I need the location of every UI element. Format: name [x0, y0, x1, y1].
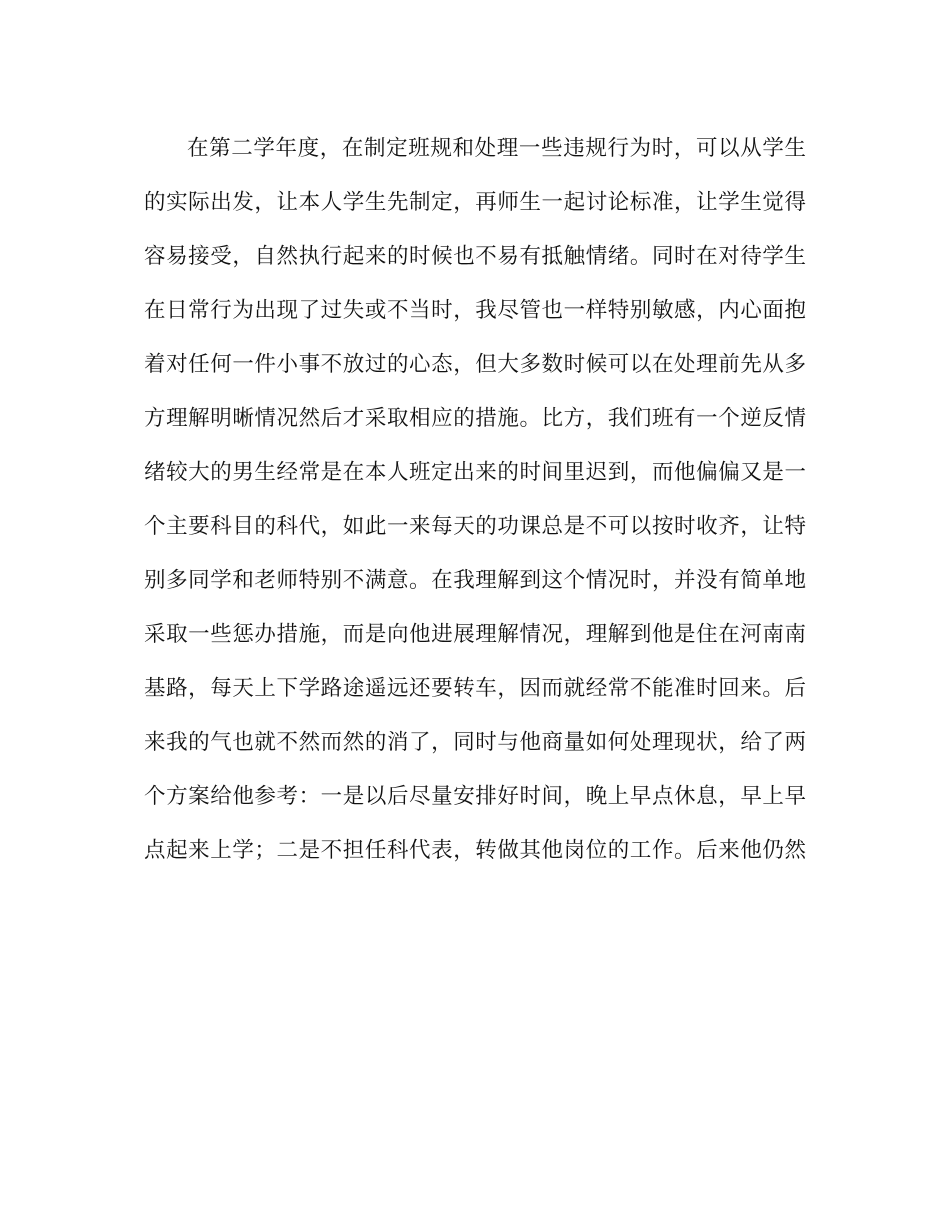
paragraph-line: 基路，每天上下学路途遥远还要转车，因而就经常不能准时回来。后 [144, 676, 806, 701]
paragraph-line: 的实际出发，让本人学生先制定，再师生一起讨论标准，让学生觉得 [144, 190, 806, 215]
paragraph-line: 方理解明晰情况然后才采取相应的措施。比方，我们班有一个逆反情 [144, 406, 806, 431]
paragraph-line: 绪较大的男生经常是在本人班定出来的时间里迟到，而他偏偏又是一 [144, 460, 806, 485]
paragraph-line: 容易接受，自然执行起来的时候也不易有抵触情绪。同时在对待学生 [144, 244, 806, 269]
paragraph-line: 别多同学和老师特别不满意。在我理解到这个情况时，并没有简单地 [144, 568, 806, 593]
paragraph-line: 点起来上学；二是不担任科代表，转做其他岗位的工作。后来他仍然 [144, 838, 806, 863]
paragraph-line: 个方案给他参考：一是以后尽量安排好时间，晚上早点休息，早上早 [144, 784, 806, 809]
paragraph-line: 在第二学年度，在制定班规和处理一些违规行为时，可以从学生 [187, 136, 806, 161]
paragraph-line: 在日常行为出现了过失或不当时，我尽管也一样特别敏感，内心面抱 [144, 298, 806, 323]
paragraph-line: 个主要科目的科代，如此一来每天的功课总是不可以按时收齐，让特 [144, 514, 806, 539]
paragraph-line: 来我的气也就不然而然的消了，同时与他商量如何处理现状，给了两 [144, 730, 806, 755]
paragraph-line: 着对任何一件小事不放过的心态，但大多数时候可以在处理前先从多 [144, 352, 806, 377]
body-paragraph [144, 122, 806, 878]
paragraph-line: 采取一些惩办措施，而是向他进展理解情况，理解到他是住在河南南 [144, 622, 806, 647]
